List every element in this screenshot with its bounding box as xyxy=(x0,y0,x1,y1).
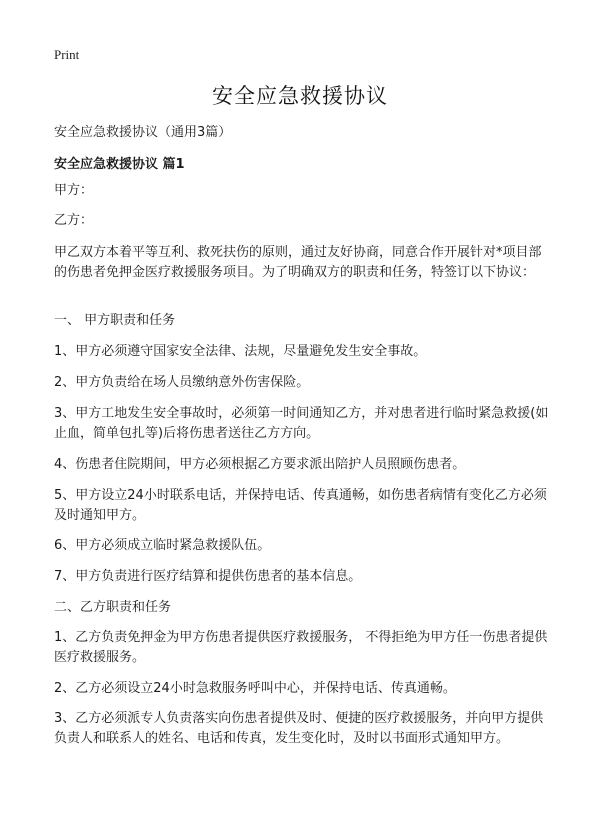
clause-a-6: 6、甲方必须成立临时紧急救援队伍。 xyxy=(54,538,271,553)
clause-a-1: 1、甲方必须遵守国家安全法律、法规，尽量避免发生安全事故。 xyxy=(54,344,427,359)
party-a-line: 甲方： xyxy=(54,183,94,198)
section-one-heading: 一、 甲方职责和任务 xyxy=(54,313,176,328)
clause-a-2: 2、甲方负责给在场人员缴纳意外伤害保险。 xyxy=(54,375,310,390)
intro-paragraph: 甲乙双方本着平等互利、救死扶伤的原则，通过友好协商，同意合作开展针对*项目部的伤患者免押金医疗救援服务项目。为了明确双方的职责和任务，特签订以下协议： xyxy=(54,245,542,280)
clause-b-2: 2、乙方必须设立24小时急救服务呼叫中心，并保持电话、传真通畅。 xyxy=(54,681,456,696)
section-heading: 安全应急救援协议 篇1 xyxy=(54,157,185,172)
document-subtitle: 安全应急救援协议（通用3篇） xyxy=(54,125,232,140)
clause-b-3: 3、乙方必须派专人负责落实向伤患者提供及时、便捷的医疗救援服务，并向甲方提供负责人和联系人的姓名、电话和传真，发生变化时，及时以书面形式通知甲方。 xyxy=(54,711,544,746)
clause-a-7: 7、甲方负责进行医疗结算和提供伤患者的基本信息。 xyxy=(54,569,362,584)
party-b-line: 乙方： xyxy=(54,213,94,228)
page-title: 安全应急救援协议 xyxy=(212,84,388,108)
clause-b-1: 1、乙方负责免押金为甲方伤患者提供医疗救援服务， 不得拒绝为甲方任一伤患者提供医疗救援服务。 xyxy=(54,630,548,665)
clause-a-3: 3、甲方工地发生安全事故时，必须第一时间通知乙方，并对患者进行临时紧急救援(如止血，简单包扎等)后将伤患者送往乙方方向。 xyxy=(54,406,549,441)
section-two-heading: 二、乙方职责和任务 xyxy=(54,600,172,615)
clause-a-5: 5、甲方设立24小时联系电话，并保持电话、传真通畅，如伤患者病情有变化乙方必须及时通知甲方。 xyxy=(54,488,547,523)
print-link[interactable]: Print xyxy=(54,47,80,62)
clause-a-4: 4、伤患者住院期间，甲方必须根据乙方要求派出陪护人员照顾伤患者。 xyxy=(54,457,466,472)
